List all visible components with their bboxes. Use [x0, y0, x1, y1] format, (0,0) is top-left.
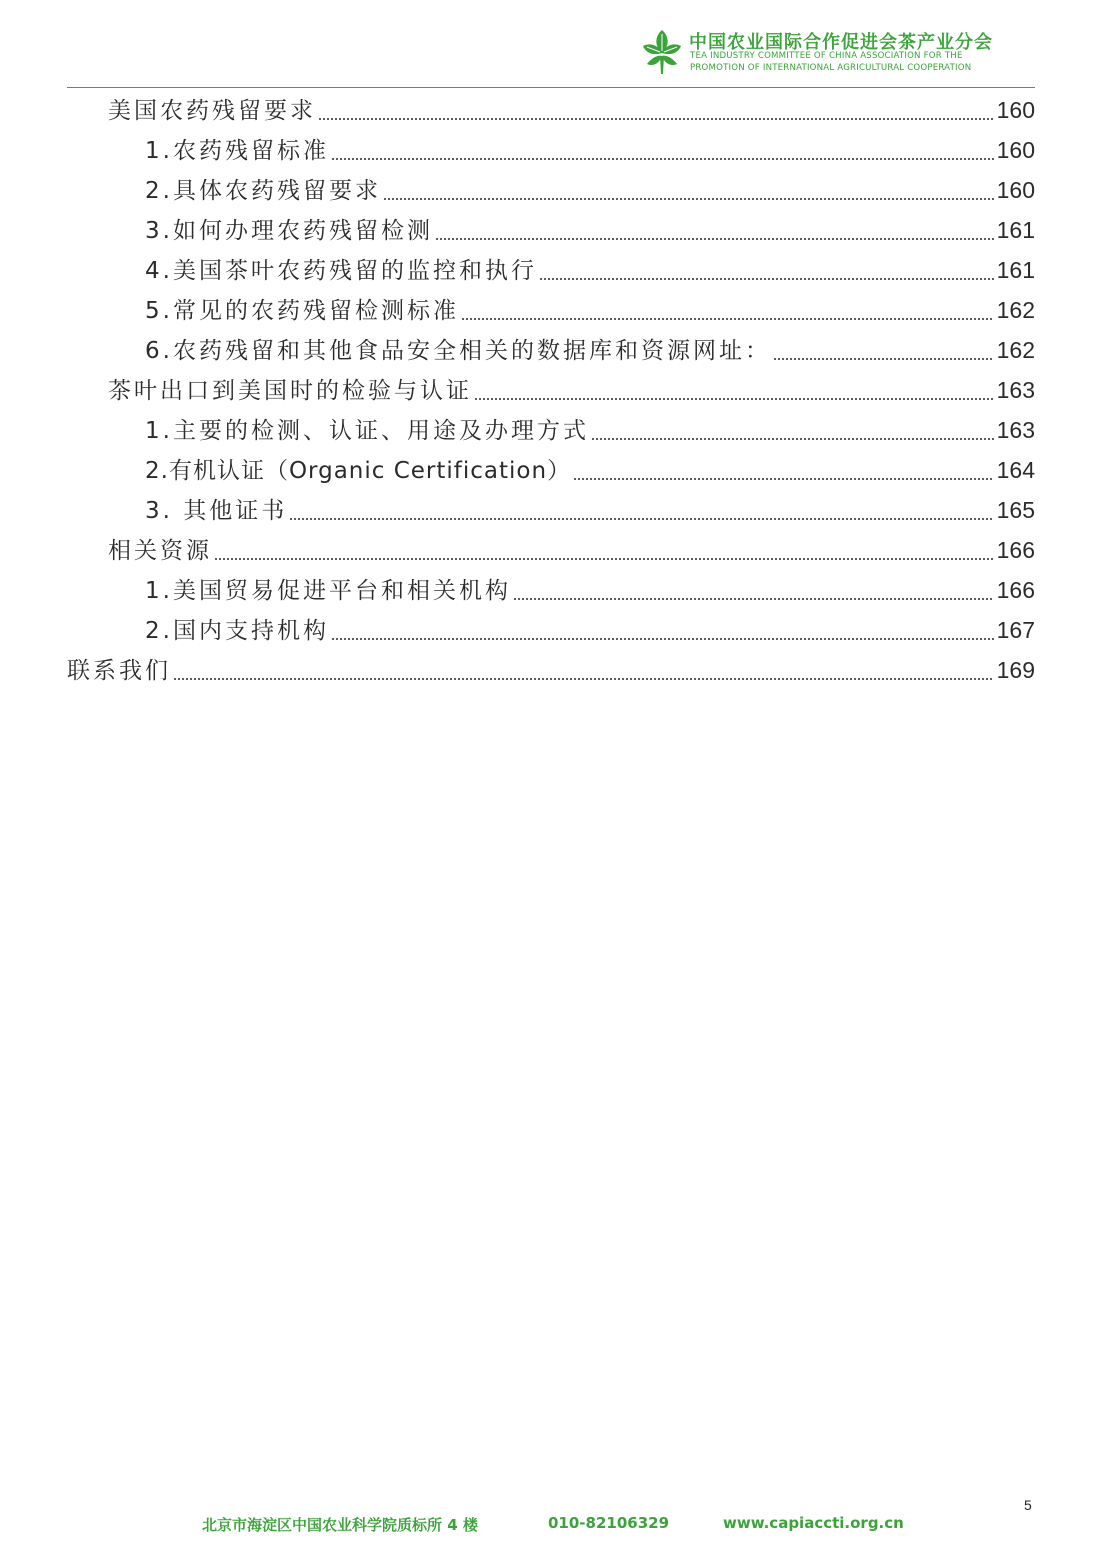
toc-leader-dots [214, 558, 994, 560]
org-name-en-line1: TEA INDUSTRY COMMITTEE OF CHINA ASSOCIATION FOR THE [690, 51, 963, 61]
toc-entry-title: 3.如何办理农药残留检测 [145, 218, 433, 244]
toc-entry[interactable] [108, 90, 1035, 130]
toc-entry-title: 3. 其他证书 [145, 498, 288, 524]
toc-entry-title: 2.国内支持机构 [145, 618, 329, 644]
toc-leader-dots [173, 678, 994, 680]
toc-entry[interactable] [145, 610, 1035, 650]
toc-entry-page: 162 [996, 297, 1035, 323]
toc-entry[interactable] [145, 170, 1035, 210]
toc-entry-title: 2.有机认证（Organic Certification） [145, 458, 572, 484]
toc-leader-dots [591, 438, 994, 440]
toc-entry-page: 169 [996, 657, 1035, 683]
toc-entry-title: 相关资源 [108, 538, 212, 564]
toc-entry-page: 161 [996, 257, 1035, 283]
page-footer [0, 1514, 1101, 1538]
toc-entry[interactable] [145, 330, 1035, 370]
footer-address: 北京市海淀区中国农业科学院质标所 4 楼 [202, 1516, 478, 1534]
header-divider [67, 87, 1035, 88]
toc-leader-dots [331, 638, 994, 640]
org-name-en-line2: PROMOTION OF INTERNATIONAL AGRICULTURAL COOPERATION [690, 63, 972, 73]
toc-entry[interactable] [145, 570, 1035, 610]
toc-leader-dots [318, 118, 994, 120]
toc-entry-page: 164 [996, 457, 1035, 483]
toc-leader-dots [513, 598, 994, 600]
toc-entry-page: 160 [996, 137, 1035, 163]
toc-entry-title: 4.美国茶叶农药残留的监控和执行 [145, 258, 537, 284]
toc-leader-dots [539, 278, 994, 280]
toc-entry-title: 2.具体农药残留要求 [145, 178, 381, 204]
toc-entry[interactable] [67, 650, 1035, 690]
toc-entry-page: 160 [996, 97, 1035, 123]
toc-entry-page: 166 [996, 577, 1035, 603]
org-name-cn: 中国农业国际合作促进会茶产业分会 [689, 32, 993, 53]
toc-leader-dots [289, 518, 993, 520]
toc-leader-dots [573, 478, 994, 480]
toc-entry-title: 茶叶出口到美国时的检验与认证 [108, 378, 472, 404]
toc-entry[interactable] [108, 530, 1035, 570]
toc-entry-title: 1.农药残留标准 [145, 138, 329, 164]
toc-entry[interactable] [145, 210, 1035, 250]
toc-leader-dots [773, 358, 994, 360]
toc-entry-page: 165 [996, 497, 1035, 523]
page-header [635, 26, 1035, 78]
toc-entry-page: 162 [996, 337, 1035, 363]
footer-website-link[interactable]: www.capiaccti.org.cn [723, 1514, 904, 1532]
toc-entry-page: 161 [996, 217, 1035, 243]
toc-leader-dots [331, 158, 994, 160]
page-number: 5 [1024, 1497, 1032, 1513]
toc-entry[interactable] [145, 490, 1035, 530]
toc-leader-dots [383, 198, 994, 200]
toc-entry-title: 联系我们 [67, 658, 171, 684]
toc-entry-title: 美国农药残留要求 [108, 98, 316, 124]
toc-entry[interactable] [145, 290, 1035, 330]
toc-entry[interactable] [145, 130, 1035, 170]
toc-leader-dots [435, 238, 994, 240]
toc-leader-dots [474, 398, 994, 400]
toc-entry-title: 6.农药残留和其他食品安全相关的数据库和资源网址： [145, 338, 771, 364]
toc-entry[interactable] [108, 370, 1035, 410]
toc-entry-title: 1.美国贸易促进平台和相关机构 [145, 578, 511, 604]
toc-entry-title: 1.主要的检测、认证、用途及办理方式 [145, 418, 589, 444]
footer-phone: 010-82106329 [548, 1514, 670, 1532]
toc-entry-page: 166 [996, 537, 1035, 563]
toc-entry[interactable] [145, 250, 1035, 290]
toc-entry[interactable] [145, 410, 1035, 450]
toc-leader-dots [461, 318, 994, 320]
toc-entry-title: 5.常见的农药残留检测标准 [145, 298, 459, 324]
tea-leaf-logo-icon [637, 26, 687, 76]
toc-entry-page: 163 [996, 417, 1035, 443]
toc-entry-page: 160 [996, 177, 1035, 203]
toc-entry[interactable] [145, 450, 1035, 490]
toc-entry-page: 163 [996, 377, 1035, 403]
toc-entry-page: 167 [996, 617, 1035, 643]
